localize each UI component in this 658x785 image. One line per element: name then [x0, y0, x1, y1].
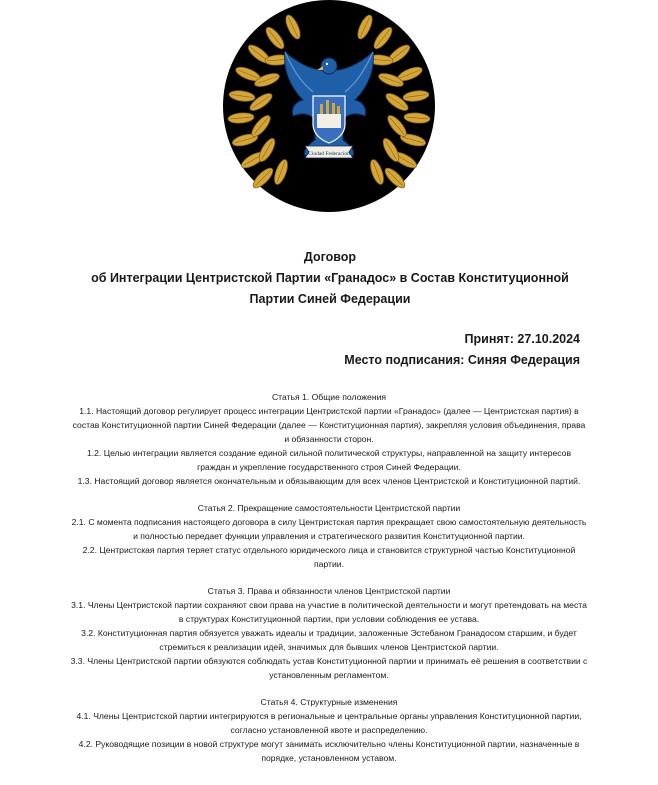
clause: 1.3. Настоящий договор является окончательным и обязывающим для всех членов Центристской и Конституционной партий. — [77, 475, 581, 486]
emblem-banner-text: Ciudad Federación — [308, 151, 350, 157]
signing-place: Место подписания: Синяя Федерация — [344, 353, 580, 367]
document-meta — [344, 329, 580, 371]
article-heading: Статья 1. Общие положения — [271, 392, 387, 402]
document-title — [40, 247, 620, 310]
emblem-banner — [305, 146, 353, 158]
article-2 — [70, 502, 588, 572]
article-heading: Статья 3. Права и обязанности членов Центристской партии — [207, 585, 451, 596]
clause: 4.1. Члены Центристской партии интегрируются в региональные и центральные органы управления Конституционной партии, согласно установленной квоте и распределению. — [76, 711, 582, 736]
article-heading: Статья 2. Прекращение самостоятельности Центристской партии — [197, 502, 461, 513]
title-line-1: Договор — [303, 250, 357, 264]
clause: 3.2. Конституционная партия обязуется уважать идеалы и традиции, заложенные Эстебаном Гранадосом старшим, и будет стремиться к реализации идей, значимых для бывших членов Центристской партии. — [81, 628, 577, 652]
clause: 1.2. Целью интеграции является создание единой сильной политической структуры, направленной на защиту интересов граждан и укрепление государственного строя Синей Федерации. — [86, 448, 572, 473]
document-body — [70, 391, 588, 779]
article-3 — [70, 585, 588, 683]
clause: 2.1. С момента подписания настоящего договора в силу Центристская партия прекращает свою самостоятельную деятельность и полностью передает функции управления и стратегического развития Конституционной партии. — [71, 517, 587, 542]
party-emblem-icon — [223, 0, 435, 212]
article-heading: Статья 4. Структурные изменения — [260, 696, 398, 707]
shield-icon — [313, 96, 345, 143]
title-line-2: об Интеграции Центристской Партии «Гранадос» в Состав Конституционной — [91, 271, 569, 285]
clause: 4.2. Руководящие позиции в новой структуре могут занимать исключительно члены Конституционной партии, назначенные в порядке, установленном уставом. — [78, 738, 580, 763]
article-4 — [70, 696, 588, 766]
clause: 3.3. Члены Центристской партии обязуются соблюдать устав Конституционной партии и принимать её решения в соответствии с установленным регламентом. — [70, 655, 588, 680]
clause: 1.1. Настоящий договор регулирует процесс интеграции Центристской партии «Гранадос» (далее — Центристская партия) в состав Конституционной партии Синей Федерации (далее — Конституционная партия), закрепляя условия объединения, права и обязанности сторон. — [72, 406, 586, 445]
article-1 — [70, 391, 588, 489]
title-line-3: Партии Синей Федерации — [249, 292, 411, 306]
accepted-date: Принят: 27.10.2024 — [464, 332, 580, 346]
clause: 2.2. Центристская партия теряет статус отдельного юридического лица и становится структурной частью Конституционной партии. — [82, 545, 576, 569]
clause: 3.1. Члены Центристской партии сохраняют свои права на участие в политической деятельности и могут претендовать на места в структурах Конституционной партии, при условии соблюдения ее устава. — [71, 600, 587, 625]
